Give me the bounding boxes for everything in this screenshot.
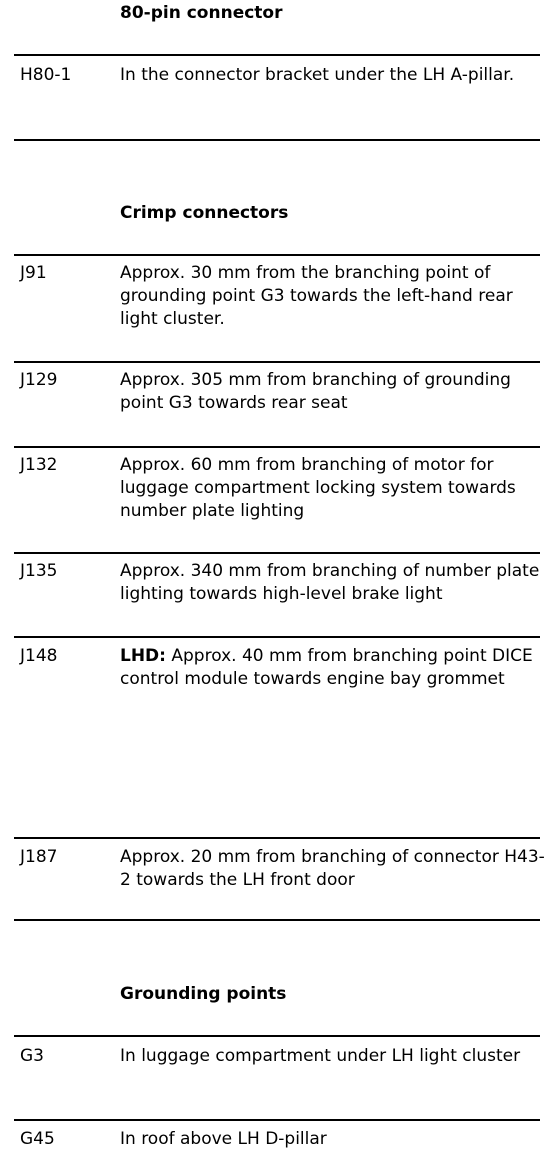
connector-code: J91 xyxy=(20,263,47,283)
row-divider xyxy=(14,139,540,141)
location-text: Approx. 40 mm from branching point DICE control module towards engine bay grommet xyxy=(120,646,533,689)
connector-code: J135 xyxy=(20,561,58,581)
location-description xyxy=(120,645,545,691)
row-divider xyxy=(14,446,540,448)
connector-code: J132 xyxy=(20,455,58,475)
section-heading-80-pin: 80-pin connector xyxy=(120,3,283,23)
section-heading-crimp: Crimp connectors xyxy=(120,203,289,223)
location-description: Approx. 20 mm from branching of connector H43-2 towards the LH front door xyxy=(120,847,545,890)
grounding-code: G3 xyxy=(20,1046,44,1066)
grounding-code: G45 xyxy=(20,1129,55,1149)
row-divider xyxy=(14,361,540,363)
row-divider xyxy=(14,254,540,256)
location-description: Approx. 340 mm from branching of number plate lighting towards high-level brake light xyxy=(120,561,540,604)
connector-code: J187 xyxy=(20,847,58,867)
connector-code: J129 xyxy=(20,370,58,390)
row-divider xyxy=(14,636,540,638)
section-heading-grounding: Grounding points xyxy=(120,984,287,1004)
row-divider xyxy=(14,837,540,839)
lhd-prefix: LHD: xyxy=(120,646,166,666)
location-description: In the connector bracket under the LH A-pillar. xyxy=(120,65,515,85)
location-description: In luggage compartment under LH light cluster xyxy=(120,1046,521,1066)
row-divider xyxy=(14,54,540,56)
connector-code: J148 xyxy=(20,646,58,666)
connector-code: H80-1 xyxy=(20,65,72,85)
row-divider xyxy=(14,919,540,921)
row-divider xyxy=(14,1119,540,1121)
row-divider xyxy=(14,552,540,554)
location-description: In roof above LH D-pillar xyxy=(120,1129,327,1149)
location-description: Approx. 60 mm from branching of motor for luggage compartment locking system towards number plate lighting xyxy=(120,455,516,521)
location-description: Approx. 305 mm from branching of grounding point G3 towards rear seat xyxy=(120,370,511,413)
row-divider xyxy=(14,1035,540,1037)
location-description: Approx. 30 mm from the branching point of grounding point G3 towards the left-hand rear light cluster. xyxy=(120,263,513,329)
